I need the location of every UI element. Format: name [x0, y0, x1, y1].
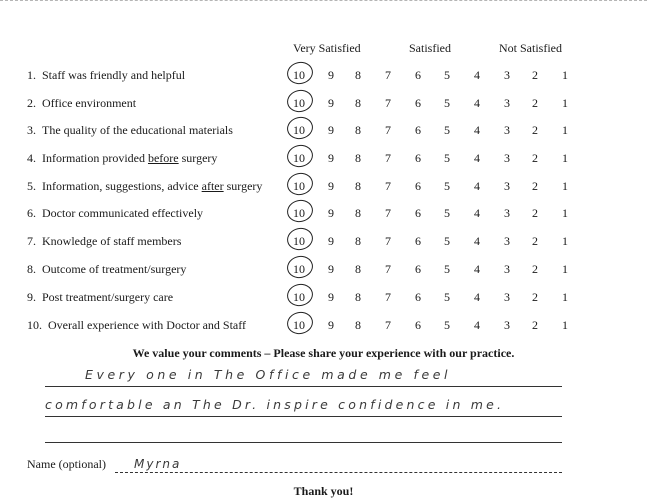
question-text: Outcome of treatment/surgery [42, 262, 187, 276]
score-option[interactable]: 10 [293, 151, 305, 165]
score-option[interactable]: 1 [562, 96, 568, 110]
comment-rule-3 [45, 442, 562, 443]
score-option[interactable]: 1 [562, 206, 568, 220]
rating-row [0, 149, 647, 171]
score-option[interactable]: 5 [444, 179, 450, 193]
score-option[interactable]: 2 [532, 234, 538, 248]
rating-row [0, 121, 647, 143]
score-option[interactable]: 2 [532, 179, 538, 193]
question-text: Post treatment/surgery care [42, 290, 174, 304]
question-label [27, 179, 262, 194]
score-option[interactable]: 3 [504, 123, 510, 137]
score-option[interactable]: 7 [385, 262, 391, 276]
name-label: Name (optional) [27, 457, 106, 471]
score-option[interactable]: 8 [355, 151, 361, 165]
score-option[interactable]: 10 [293, 234, 305, 248]
question-text: Office environment [42, 96, 137, 110]
score-option[interactable]: 9 [328, 290, 334, 304]
score-option[interactable]: 2 [532, 262, 538, 276]
score-option[interactable]: 1 [562, 68, 568, 82]
question-number: 8. [27, 262, 36, 276]
score-option[interactable]: 3 [504, 68, 510, 82]
score-option[interactable]: 6 [415, 262, 421, 276]
score-option[interactable]: 9 [328, 318, 334, 332]
score-option[interactable]: 8 [355, 123, 361, 137]
score-option[interactable]: 10 [293, 206, 305, 220]
score-option[interactable]: 9 [328, 206, 334, 220]
score-option[interactable]: 7 [385, 123, 391, 137]
score-option[interactable]: 7 [385, 206, 391, 220]
question-number: 2. [27, 96, 36, 110]
score-option[interactable]: 2 [532, 96, 538, 110]
thank-you: Thank you! [293, 484, 354, 498]
name-rule [115, 472, 562, 473]
comments-title: We value your comments – Please share your experience with our practice. [132, 346, 515, 360]
score-option[interactable]: 10 [293, 179, 305, 193]
score-option[interactable]: 1 [562, 234, 568, 248]
score-option[interactable]: 8 [355, 262, 361, 276]
question-label [27, 206, 203, 221]
question-text: Information, suggestions, advice [42, 179, 202, 193]
question-emphasis: before [147, 151, 179, 165]
score-option[interactable]: 9 [328, 151, 334, 165]
score-option[interactable]: 8 [355, 179, 361, 193]
question-label [27, 262, 186, 277]
score-option[interactable]: 7 [385, 179, 391, 193]
score-option[interactable]: 6 [415, 206, 421, 220]
score-option[interactable]: 2 [532, 206, 538, 220]
comment-rule-1 [45, 386, 562, 387]
question-label [27, 151, 217, 166]
header-satisfied: Satisfied [409, 41, 451, 55]
score-option[interactable]: 10 [293, 68, 305, 82]
header-not-satisfied: Not Satisfied [499, 41, 562, 55]
score-option[interactable]: 1 [562, 318, 568, 332]
score-option[interactable]: 3 [504, 96, 510, 110]
score-option[interactable]: 3 [504, 234, 510, 248]
score-option[interactable]: 5 [444, 318, 450, 332]
question-number: 3. [27, 123, 36, 137]
rating-row [0, 66, 647, 88]
score-option[interactable]: 2 [532, 151, 538, 165]
score-option[interactable]: 1 [562, 290, 568, 304]
top-cut-line [0, 0, 647, 2]
score-option[interactable]: 10 [293, 318, 305, 332]
score-option[interactable]: 7 [385, 290, 391, 304]
score-option[interactable]: 3 [504, 151, 510, 165]
score-option[interactable]: 1 [562, 262, 568, 276]
score-option[interactable]: 8 [355, 68, 361, 82]
score-option[interactable]: 5 [444, 151, 450, 165]
question-label [27, 68, 185, 83]
question-label [27, 318, 246, 333]
score-option[interactable]: 8 [355, 290, 361, 304]
score-option[interactable]: 5 [444, 206, 450, 220]
score-option[interactable]: 9 [328, 68, 334, 82]
rating-row [0, 288, 647, 310]
score-option[interactable]: 5 [444, 262, 450, 276]
score-option[interactable]: 1 [562, 179, 568, 193]
score-option[interactable]: 1 [562, 151, 568, 165]
score-option[interactable]: 3 [504, 206, 510, 220]
comment-line-2: comfortable an The Dr. inspire confidence in me. [45, 397, 505, 412]
score-option[interactable]: 6 [415, 318, 421, 332]
question-number: 4. [27, 151, 36, 165]
question-text: Overall experience with Doctor and Staff [48, 318, 247, 332]
score-option[interactable]: 5 [444, 96, 450, 110]
question-emphasis: after [201, 179, 224, 193]
score-option[interactable]: 4 [474, 262, 480, 276]
question-text: Information provided [42, 151, 148, 165]
name-signature: Myrna [134, 457, 182, 471]
score-option[interactable]: 6 [415, 234, 421, 248]
question-text-end: surgery [178, 151, 218, 165]
question-label [27, 290, 173, 305]
question-label [27, 123, 233, 138]
score-option[interactable]: 10 [293, 262, 305, 276]
score-option[interactable]: 7 [385, 151, 391, 165]
rating-row [0, 232, 647, 254]
question-number: 5. [27, 179, 36, 193]
score-option[interactable]: 6 [415, 179, 421, 193]
score-option[interactable]: 9 [328, 96, 334, 110]
score-option[interactable]: 3 [504, 290, 510, 304]
score-option[interactable]: 2 [532, 123, 538, 137]
rating-row [0, 177, 647, 199]
comment-line-1: Every one in The Office made me feel [85, 367, 452, 382]
score-option[interactable]: 6 [415, 290, 421, 304]
score-option[interactable]: 4 [474, 96, 480, 110]
score-option[interactable]: 7 [385, 318, 391, 332]
header-very-satisfied: Very Satisfied [293, 41, 361, 55]
score-option[interactable]: 5 [444, 123, 450, 137]
question-text: Staff was friendly and helpful [42, 68, 186, 82]
rating-row [0, 94, 647, 116]
score-option[interactable]: 9 [328, 123, 334, 137]
score-option[interactable]: 3 [504, 262, 510, 276]
score-option[interactable]: 6 [415, 151, 421, 165]
score-option[interactable]: 2 [532, 290, 538, 304]
score-option[interactable]: 6 [415, 123, 421, 137]
score-option[interactable]: 10 [293, 290, 305, 304]
score-option[interactable]: 2 [532, 68, 538, 82]
score-option[interactable]: 8 [355, 318, 361, 332]
score-option[interactable]: 5 [444, 68, 450, 82]
question-text-end: surgery [223, 179, 263, 193]
score-option[interactable]: 4 [474, 318, 480, 332]
score-option[interactable]: 8 [355, 234, 361, 248]
score-option[interactable]: 8 [355, 206, 361, 220]
question-number: 10. [27, 318, 42, 332]
score-option[interactable]: 2 [532, 318, 538, 332]
question-number: 9. [27, 290, 36, 304]
score-option[interactable]: 9 [328, 262, 334, 276]
rating-row [0, 204, 647, 226]
score-option[interactable]: 4 [474, 179, 480, 193]
score-option[interactable]: 5 [444, 290, 450, 304]
score-option[interactable]: 7 [385, 234, 391, 248]
comment-rule-2 [45, 416, 562, 417]
score-option[interactable]: 4 [474, 290, 480, 304]
score-option[interactable]: 3 [504, 318, 510, 332]
score-option[interactable]: 4 [474, 151, 480, 165]
question-label [27, 234, 181, 249]
score-option[interactable]: 6 [415, 68, 421, 82]
question-text: Doctor communicated effectively [42, 206, 204, 220]
score-option[interactable]: 4 [474, 68, 480, 82]
score-option[interactable]: 4 [474, 234, 480, 248]
score-option[interactable]: 3 [504, 179, 510, 193]
rating-row [0, 260, 647, 282]
score-option[interactable]: 1 [562, 123, 568, 137]
question-number: 7. [27, 234, 36, 248]
score-option[interactable]: 8 [355, 96, 361, 110]
score-option[interactable]: 4 [474, 123, 480, 137]
score-option[interactable]: 6 [415, 96, 421, 110]
question-text: The quality of the educational materials [42, 123, 233, 137]
question-text: Knowledge of staff members [42, 234, 182, 248]
score-option[interactable]: 7 [385, 68, 391, 82]
question-number: 1. [27, 68, 36, 82]
score-option[interactable]: 10 [293, 96, 305, 110]
rating-row [0, 316, 647, 338]
score-option[interactable]: 7 [385, 96, 391, 110]
question-number: 6. [27, 206, 36, 220]
score-option[interactable]: 4 [474, 206, 480, 220]
score-option[interactable]: 9 [328, 179, 334, 193]
question-label [27, 96, 136, 111]
score-option[interactable]: 5 [444, 234, 450, 248]
score-option[interactable]: 9 [328, 234, 334, 248]
score-option[interactable]: 10 [293, 123, 305, 137]
